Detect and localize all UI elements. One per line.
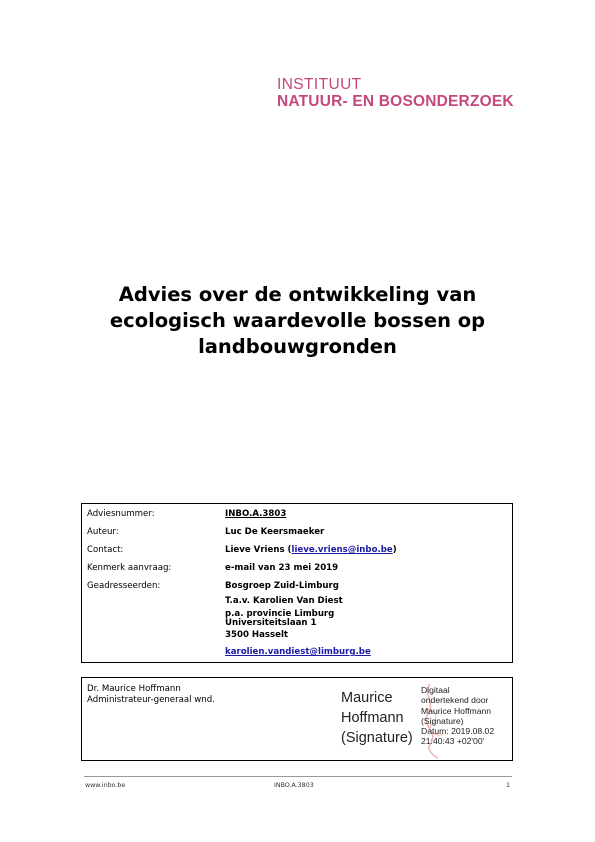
sig-line-2: Hoffmann [341,710,404,726]
signature-box [81,677,513,761]
contact-close: ) [392,545,397,555]
contact-label: Contact: [87,545,124,555]
address-line-4: Universiteitslaan 1 [225,618,317,628]
footer-page-number: 1 [506,782,511,789]
signatory [87,684,215,706]
title-line-1: Advies over de ontwikkeling van [118,283,477,306]
auteur-label: Auteur: [87,527,119,537]
adviesnummer-label: Adviesnummer: [87,509,155,519]
footer-reference: INBO.A.3803 [274,782,314,789]
footer-divider [84,776,512,777]
note-line-1: Digitaal [421,685,450,695]
kenmerk-value: e-mail van 23 mei 2019 [225,563,339,573]
note-line-6: 21:40:43 +02'00' [421,736,485,747]
document-title [60,282,535,360]
note-line-3: Maurice Hoffmann [421,705,492,716]
logo-line-2: NATUUR- EN BOSONDERZOEK [277,93,514,110]
digital-signature-name [341,688,413,748]
contact-email-link[interactable]: lieve.vriens@inbo.be [291,545,393,555]
title-line-3: landbouwgronden [198,335,397,358]
advice-info-box [81,503,513,663]
sig-line-1: Maurice [341,690,393,706]
inbo-logo [277,76,514,110]
address-email-link[interactable]: karolien.vandiest@limburg.be [225,647,371,657]
auteur-value: Luc De Keersmaeker [225,527,325,537]
signatory-name: Dr. Maurice Hoffmann [87,684,181,694]
geadresseerden-label: Geadresseerden: [87,581,161,591]
address-line-2: T.a.v. Karolien Van Diest [225,596,343,606]
contact-name: Lieve Vriens ( [225,545,292,555]
logo-line-1: INSTITUUT [277,76,362,93]
digital-signature-note [421,685,494,747]
title-line-2: ecologisch waardevolle bossen op [109,309,486,332]
address-line-1: Bosgroep Zuid-Limburg [225,581,339,591]
note-line-4: (Signature) [421,715,464,726]
address-line-3: p.a. provincie Limburg [225,609,335,619]
note-line-2: ondertekend door [421,695,489,706]
adviesnummer-value: INBO.A.3803 [225,509,287,519]
address-line-5: 3500 Hasselt [225,630,289,640]
footer-website: www.inbo.be [85,782,126,789]
note-line-5: Datum: 2019.08.02 [421,726,495,737]
sig-line-3: (Signature) [341,730,413,746]
kenmerk-label: Kenmerk aanvraag: [87,563,172,573]
contact-value [225,545,397,555]
signatory-role: Administrateur-generaal wnd. [87,695,215,705]
